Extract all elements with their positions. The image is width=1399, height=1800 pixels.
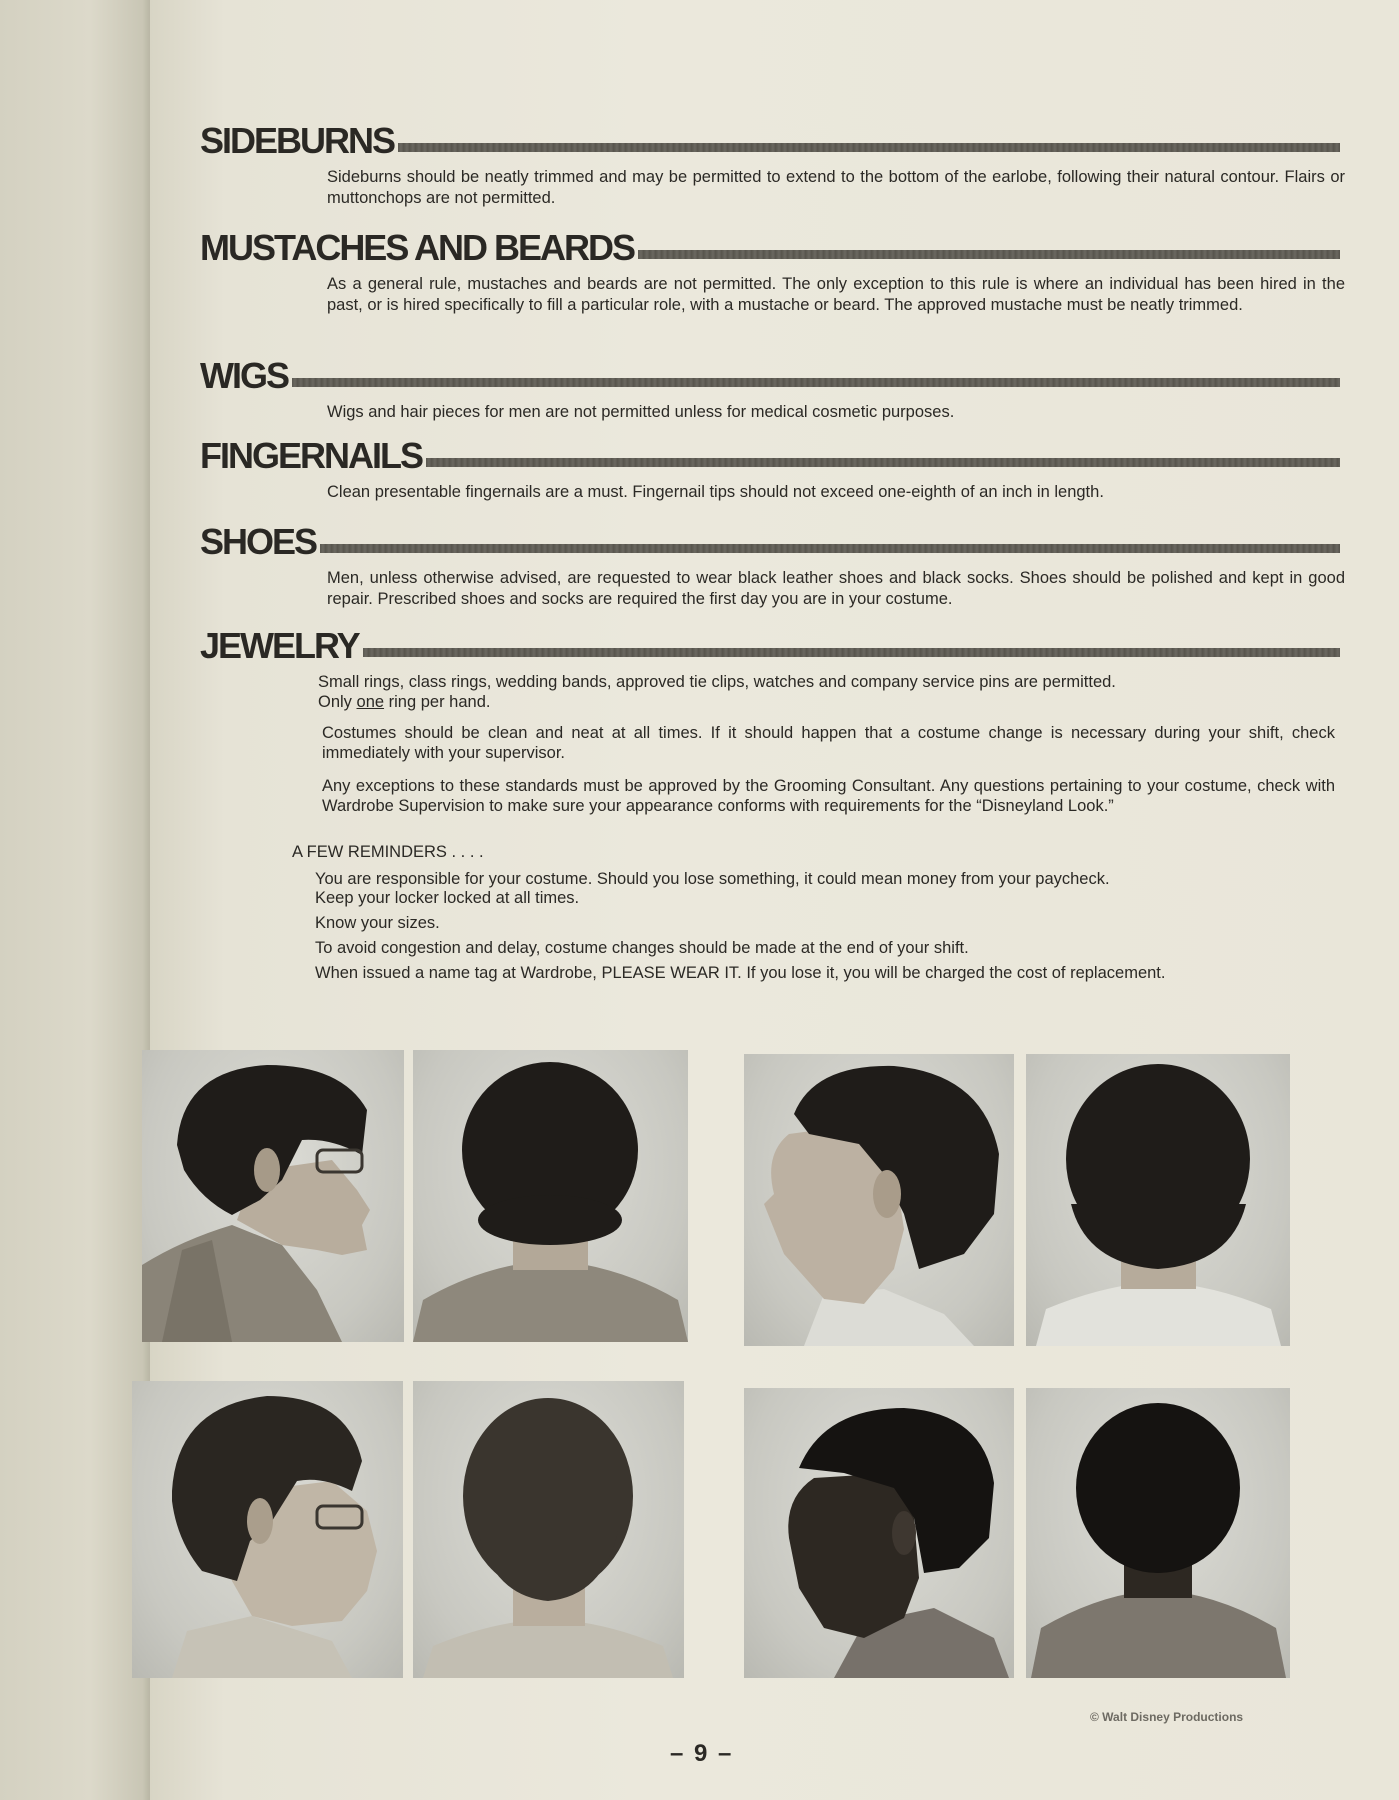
man-back-image (1026, 1054, 1290, 1346)
section-text: As a general rule, mustaches and beards are not permitted. The only exception to this rule is where an individual has been hired in the past, or is hired specifically to fill a particular role, with a mustache or beard. The approved mustache must be neatly trimmed. (327, 275, 1345, 314)
photo-man2-back (1026, 1054, 1290, 1346)
section-text: Sideburns should be neatly trimmed and may be permitted to extend to the bottom of the earlobe, following their natural contour. Flairs or muttonchops are not permitted. (327, 168, 1345, 207)
reminder-text: Keep your locker locked at all times. (315, 889, 580, 907)
photo-man2-profile (744, 1054, 1014, 1346)
heading-rule (292, 378, 1340, 387)
reminders-list (315, 870, 1335, 983)
heading-rule (426, 458, 1340, 467)
photo-man3-back (413, 1381, 684, 1678)
reminder-item (315, 914, 1335, 933)
man-back-image (413, 1381, 684, 1678)
reminders-heading: A FEW REMINDERS . . . . (292, 843, 484, 861)
section-heading: SIDEBURNS (200, 120, 395, 161)
photo-man1-profile (142, 1050, 404, 1342)
reminder-text: Know your sizes. (315, 914, 440, 932)
photo-man3-profile (132, 1381, 403, 1678)
heading-rule (638, 250, 1340, 259)
section-heading: MUSTACHES AND BEARDS (200, 227, 635, 268)
reminder-text: To avoid congestion and delay, costume changes should be made at the end of your shift. (315, 939, 969, 957)
section-jewelry (200, 620, 1340, 664)
document-page (150, 0, 1399, 1800)
jewelry-line-2-post: ring per hand. (384, 693, 491, 711)
section-text: Wigs and hair pieces for men are not permitted unless for medical cosmetic purposes. (327, 403, 955, 421)
paragraph-text: Costumes should be clean and neat at all times. If it should happen that a costume change is necessary during your shift, check immediately with your supervisor. (322, 724, 1335, 762)
reminder-text: When issued a name tag at Wardrobe, PLEASE WEAR IT. If you lose it, you will be charged the cost of replacement. (315, 964, 1166, 982)
man-profile-image (744, 1054, 1014, 1346)
left-page-edge (0, 0, 150, 1800)
section-heading-row (200, 222, 1340, 266)
copyright-notice: © Walt Disney Productions (1090, 1710, 1244, 1724)
photo-man4-profile (744, 1388, 1014, 1678)
section-wigs (200, 350, 1340, 423)
section-text: Clean presentable fingernails are a must. Fingernail tips should not exceed one-eighth of an inch in length. (327, 483, 1104, 501)
section-heading-row (200, 620, 1340, 664)
heading-rule (320, 544, 1340, 553)
jewelry-line-2 (318, 692, 1335, 712)
section-heading-row (200, 430, 1340, 474)
section-mustaches-beards (200, 222, 1345, 316)
heading-rule (363, 648, 1340, 657)
reminder-item (315, 889, 1335, 908)
man-profile-image (142, 1050, 404, 1342)
jewelry-line-1: Small rings, class rings, wedding bands, approved tie clips, watches and company service pins are permitted. (318, 673, 1116, 691)
section-heading: FINGERNAILS (200, 435, 423, 476)
man-back-image (413, 1050, 688, 1342)
section-text: Men, unless otherwise advised, are requested to wear black leather shoes and black socks. Shoes should be polished and kept in good repair. Prescribed shoes and socks are required the first day you are in your costume. (327, 569, 1345, 608)
man-profile-image (744, 1388, 1014, 1678)
section-sideburns (200, 115, 1345, 209)
page-number: – 9 – (670, 1740, 734, 1767)
photo-man1-back (413, 1050, 688, 1342)
paragraph-text: Any exceptions to these standards must be approved by the Grooming Consultant. Any questions pertaining to your costume, check with Wardrobe Supervision to make sure your appearance conforms with requirements for the “Disneyland Look.” (322, 777, 1335, 815)
reminder-item (315, 964, 1335, 983)
reminder-item (315, 939, 1335, 958)
grooming-photos (150, 1046, 1399, 1696)
section-heading: SHOES (200, 521, 317, 562)
reminder-text: You are responsible for your costume. Should you lose something, it could mean money from your paycheck. (315, 870, 1110, 888)
man-profile-image (132, 1381, 403, 1678)
photo-man4-back (1026, 1388, 1290, 1678)
jewelry-text (318, 672, 1335, 712)
jewelry-line-2-pre: Only (318, 693, 357, 711)
section-heading-row (200, 516, 1340, 560)
costume-paragraph (292, 723, 1335, 763)
section-heading: JEWELRY (200, 625, 359, 666)
section-heading: WIGS (200, 355, 288, 396)
jewelry-emphasis: one (356, 693, 385, 711)
reminder-item (315, 870, 1335, 889)
section-fingernails (200, 430, 1340, 503)
section-shoes (200, 516, 1345, 610)
man-back-image (1026, 1388, 1290, 1678)
heading-rule (398, 143, 1340, 152)
section-heading-row (200, 115, 1340, 159)
section-heading-row (200, 350, 1340, 394)
exceptions-paragraph (292, 776, 1335, 816)
